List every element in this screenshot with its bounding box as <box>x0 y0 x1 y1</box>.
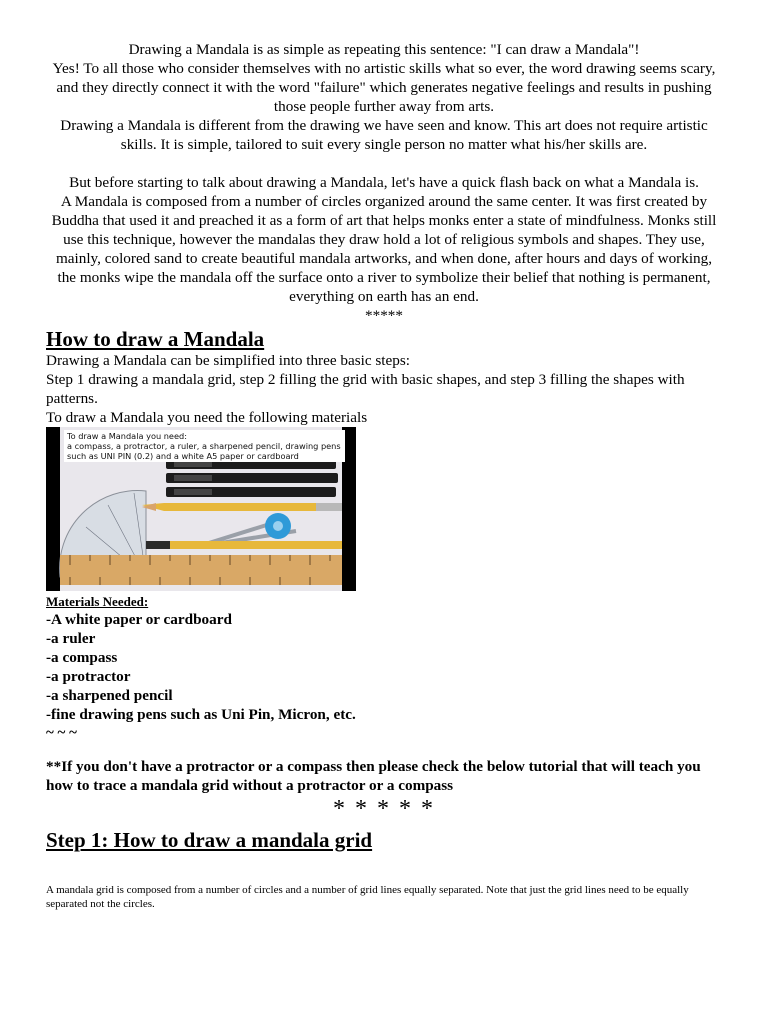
intro-paragraph-4: But before starting to talk about drawing a Mandala, let's have a quick flash back on what a Mandala is. <box>69 174 699 191</box>
materials-item: -A white paper or cardboard <box>46 611 232 628</box>
document-page <box>46 40 722 922</box>
how-to-line-2: Step 1 drawing a mandala grid, step 2 filling the grid with basic shapes, and step 3 filling the shapes with patterns. <box>46 371 685 407</box>
how-to-line-1: Drawing a Mandala can be simplified into three basic steps: <box>46 352 410 369</box>
stars-separator: * * * * * <box>333 796 435 822</box>
materials-item: -a ruler <box>46 630 96 647</box>
step1-text: A mandala grid is composed from a number of circles and a number of grid lines equally separated. Note that just the grid lines need to be equally separated not the circles. <box>46 884 689 910</box>
intro-paragraph-2: Yes! To all those who consider themselves with no artistic skills what so ever, the word drawing seems scary, and they directly connect it with the word "failure" which generates negative feelings and results in pushing those people further away from arts. <box>52 60 716 115</box>
photo-caption-line-3: such as UNI PIN (0.2) and a white A5 paper or cardboard <box>67 451 299 461</box>
intro-paragraph-1: Drawing a Mandala is as simple as repeating this sentence: "I can draw a Mandala"! <box>128 41 640 58</box>
materials-photo <box>46 427 356 591</box>
spacer <box>46 154 722 173</box>
materials-heading: Materials Needed: <box>46 594 149 609</box>
protractor-note: **If you don't have a protractor or a compass then please check the below tutorial that will teach you how to trace a mandala grid without a protractor or a compass <box>46 758 701 794</box>
tilde-separator: ~ ~ ~ <box>46 725 77 741</box>
materials-photo-caption <box>64 430 345 462</box>
how-to-line-3: To draw a Mandala you need the following materials <box>46 409 368 426</box>
photo-caption-line-2: a compass, a protractor, a ruler, a sharpened pencil, drawing pens <box>67 441 341 451</box>
step1-heading: Step 1: How to draw a mandala grid <box>46 828 373 852</box>
intro-separator: ***** <box>365 307 403 324</box>
photo-caption-line-1: To draw a Mandala you need: <box>67 431 187 441</box>
materials-item: -a protractor <box>46 668 131 685</box>
materials-item: -a compass <box>46 649 118 666</box>
intro-paragraph-3: Drawing a Mandala is different from the drawing we have seen and know. This art does not require artistic skills. It is simple, tailored to suit every single person no matter what his/her skills are. <box>60 117 708 153</box>
how-to-heading: How to draw a Mandala <box>46 327 265 351</box>
materials-item: -fine drawing pens such as Uni Pin, Micron, etc. <box>46 706 356 723</box>
intro-section <box>46 40 722 325</box>
materials-list <box>46 610 722 724</box>
materials-item: -a sharpened pencil <box>46 687 173 704</box>
intro-paragraph-5: A Mandala is composed from a number of circles organized around the same center. It was first created by Buddha that used it and preached it as a form of art that helps monks enter a state of mindfulness. Monks still use this technique, however the mandalas they draw hold a lot of religious symbols and shapes. They use, mainly, colored sand to create beautiful mandala artworks, and when done, after hours and days of working, the monks wipe the mandala off the surface onto a river to symbolize their belief that nothing is permanent, everything on earth has an end. <box>51 193 717 305</box>
